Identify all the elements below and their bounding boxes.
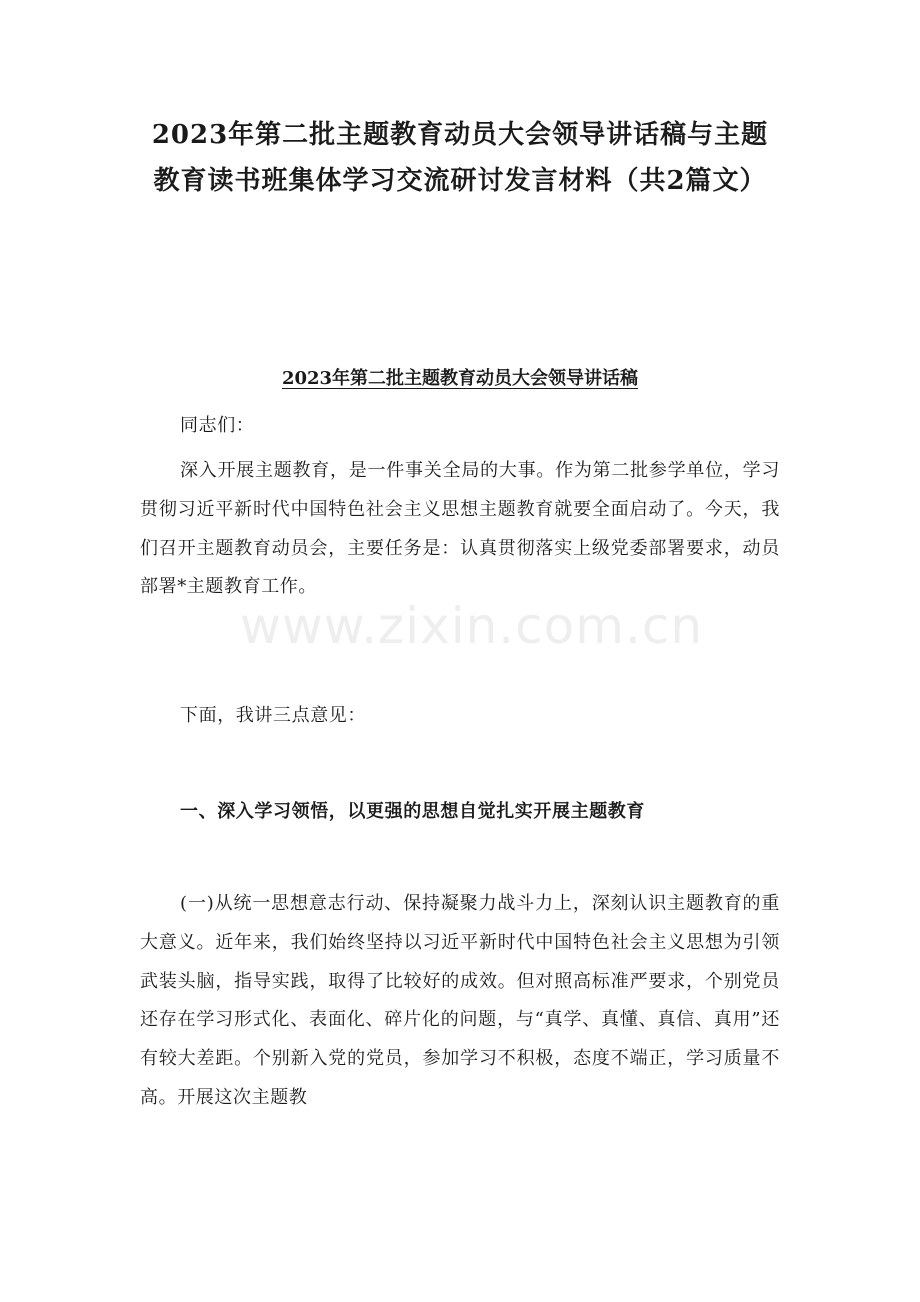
paragraph-intro: 深入开展主题教育，是一件事关全局的大事。作为第二批参学单位，学习贯彻习近平新时代中国特色社会主义思想主题教育就要全面启动了。今天，我们召开主题教育动员会，主要任务是：认真贯彻落实上级党委部署要求，动员部署*主题教育工作。 xyxy=(140,460,780,598)
heading-part-one: 一、深入学习领悟，以更强的思想自觉扎实开展主题教育 xyxy=(180,801,645,822)
paragraph-three-points: 下面，我讲三点意见： xyxy=(180,705,366,726)
section-title: 2023年第二批主题教育动员大会领导讲话稿 xyxy=(281,368,639,389)
watermark: www.zixin.com.cn xyxy=(240,597,704,655)
document-title-line-1: 2023年第二批主题教育动员大会领导讲话稿与主题 xyxy=(151,120,769,150)
salutation: 同志们： xyxy=(180,415,255,436)
paragraph-part-one-sub-one: (一)从统一思想意志行动、保持凝聚力战斗力上，深刻认识主题教育的重大意义。近年来，我们始终坚持以习近平新时代中国特色社会主义思想为引领武装头脑，指导实践，取得了比较好的成效。但对照高标准严要求，个别党员还存在学习形式化、表面化、碎片化的问题，与“真学、真懂、真信、真用”还有较大差距。个别新入党的党员，参加学习不积极，态度不端正，学习质量不高。开展这次主题教 xyxy=(140,893,780,1108)
document-title xyxy=(100,112,820,204)
document-title-line-2: 教育读书班集体学习交流研讨发言材料（共2篇文） xyxy=(153,166,767,196)
